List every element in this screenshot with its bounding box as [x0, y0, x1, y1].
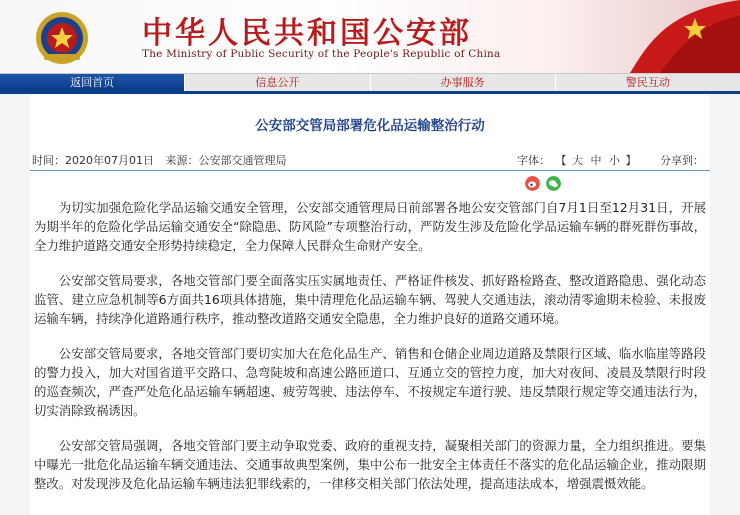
article-paragraph: 公安部交管局强调，各地交管部门要主动争取党委、政府的重视支持，凝聚相关部门的资源力量，全力组织推进。要集中曝光一批危化品运输车辆交通违法、交通事故典型案例，集中公布一批安全主体责任不落实的危化品运输企业，推动限期整改。对发现涉及危化品运输车辆违法犯罪线索的，一律移交相关部门依法处理，提高违法成本，增强震慑效能。 [34, 438, 706, 491]
article-paragraph: 公安部交管局要求，各地交管部门要切实加大在危化品生产、销售和仓储企业周边道路及禁限行区域、临水临崖等路段的警力投入，加大对国省道平交路口、急弯陡坡和高速公路匝道口、互通立交的管控力度，加大对夜间、凌晨及禁限行时段的巡查频次，严查严处危化品运输车辆超速、疲劳驾驶、违法停车、不按规定车道行驶、违反禁限行规定等交通违法行为，切实消除致祸诱因。 [34, 346, 706, 418]
font-small-button[interactable]: 小 [609, 154, 620, 167]
article-body [34, 198, 706, 509]
article-container [30, 94, 710, 515]
nav-home[interactable]: 返回首页 [0, 74, 184, 91]
wechat-icon[interactable] [546, 176, 561, 191]
site-subtitle: The Ministry of Public Security of the People's Republic of China [142, 48, 501, 60]
national-flag-icon [600, 0, 740, 73]
article-title: 公安部交管局部署危化品运输整治行动 [255, 118, 485, 134]
font-large-button[interactable]: 大 [572, 154, 583, 167]
main-nav [0, 73, 740, 92]
meta-divider [30, 170, 710, 171]
font-medium-button[interactable]: 中 [590, 154, 602, 167]
font-size-label: 字体： [517, 154, 550, 167]
police-emblem-icon [32, 8, 92, 68]
share-icons [525, 176, 561, 191]
nav-info-disclosure[interactable]: 信息公开 [184, 74, 369, 91]
share-label: 分享到： [660, 154, 704, 167]
weibo-icon[interactable] [525, 176, 540, 191]
article-source: 来源：公安部交通管理局 [165, 154, 287, 167]
article-meta: 时间：2020年07月01日 来源：公安部交通管理局 字体： 【 大 中 小 】 分享到： [32, 154, 704, 167]
site-banner [0, 0, 740, 73]
nav-services[interactable]: 办事服务 [370, 74, 555, 91]
nav-interaction[interactable]: 警民互动 [555, 74, 740, 91]
article-paragraph: 为切实加强危险化学品运输交通安全管理，公安部交通管理局日前部署各地公安交管部门自7月1日至12月31日，开展为期半年的危险化学品运输交通安全“除隐患、防风险”专项整治行动，严防发生涉及危险化学品运输车辆的群死群伤事故，全力维护道路交通安全形势持续稳定，全力保障人民群众生命财产安全。 [34, 200, 706, 253]
site-title: 中华人民共和国公安部 [142, 16, 472, 51]
article-paragraph: 公安部交管局要求，各地交管部门要全面落实压实属地责任、严格证件核发、抓好路检路查、整改道路隐患、强化动态监管、建立应急机制等6方面共16项具体措施，集中清理危化品运输车辆、驾驶人交通违法，滚动清零逾期未检验、未报废运输车辆，持续净化道路通行秩序，推动整改道路交通安全隐患，全力维护良好的道路交通环境。 [34, 273, 706, 326]
publish-time: 时间：2020年07月01日 [32, 154, 154, 167]
